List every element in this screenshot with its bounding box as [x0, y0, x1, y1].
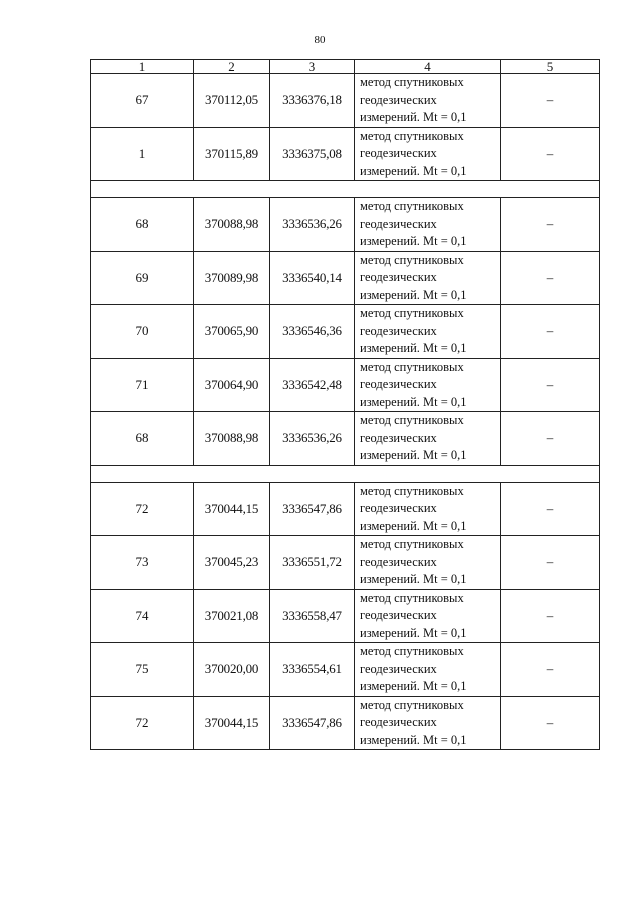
table-row — [91, 643, 600, 697]
table-row — [91, 74, 600, 128]
table-row — [91, 412, 600, 466]
method-line: метод спутниковых — [360, 413, 464, 427]
method-line: измерений. Mt = 0,1 — [360, 163, 467, 178]
header-col-2: 2 — [194, 60, 270, 74]
y-coordinate-cell: 3336536,26 — [270, 198, 355, 252]
group-separator-row — [91, 181, 600, 198]
group-separator-cell — [91, 181, 600, 198]
method-cell — [355, 696, 501, 750]
header-col-5: 5 — [501, 60, 600, 74]
method-cell — [355, 127, 501, 181]
method-cell — [355, 536, 501, 590]
y-coordinate-cell: 3336547,86 — [270, 696, 355, 750]
method-cell — [355, 589, 501, 643]
x-coordinate-cell: 370088,98 — [194, 198, 270, 252]
method-line: измерений. Mt = 0,1 — [360, 341, 467, 355]
x-coordinate-cell: 370044,15 — [194, 482, 270, 536]
accuracy-note-cell: – — [501, 74, 600, 128]
method-line: измерений. Mt = 0,1 — [360, 110, 467, 124]
table-row — [91, 198, 600, 252]
x-coordinate-cell: 370044,15 — [194, 696, 270, 750]
x-coordinate-cell: 370115,89 — [194, 127, 270, 181]
point-number-cell: 72 — [91, 696, 194, 750]
method-cell — [355, 198, 501, 252]
table-row — [91, 696, 600, 750]
method-cell — [355, 251, 501, 305]
accuracy-note-cell: – — [501, 358, 600, 412]
y-coordinate-cell: 3336376,18 — [270, 74, 355, 128]
y-coordinate-cell: 3336551,72 — [270, 536, 355, 590]
method-line: измерений. Mt = 0,1 — [360, 394, 467, 409]
y-coordinate-cell: 3336536,26 — [270, 412, 355, 466]
accuracy-note-cell: – — [501, 127, 600, 181]
method-cell — [355, 482, 501, 536]
point-number-cell: 1 — [91, 127, 194, 181]
point-number-cell: 72 — [91, 482, 194, 536]
point-number-cell: 67 — [91, 74, 194, 128]
header-col-3: 3 — [270, 60, 355, 74]
point-number-cell: 69 — [91, 251, 194, 305]
method-line: измерений. Mt = 0,1 — [360, 448, 467, 462]
method-line: геодезических — [360, 323, 437, 338]
method-line: метод спутниковых — [360, 128, 464, 143]
method-line: измерений. Mt = 0,1 — [360, 234, 467, 248]
page-number: 80 — [314, 34, 326, 46]
method-line: метод спутниковых — [360, 252, 464, 267]
method-line: метод спутниковых — [360, 590, 464, 605]
point-number-cell: 71 — [91, 358, 194, 412]
y-coordinate-cell: 3336540,14 — [270, 251, 355, 305]
table-row — [91, 251, 600, 305]
accuracy-note-cell: – — [501, 412, 600, 466]
accuracy-note-cell: – — [501, 198, 600, 252]
method-line: метод спутниковых — [360, 199, 464, 213]
table-row — [91, 305, 600, 359]
method-line: метод спутниковых — [360, 75, 464, 89]
method-line: геодезических — [360, 715, 437, 729]
method-line: метод спутниковых — [360, 644, 464, 658]
point-number-cell: 75 — [91, 643, 194, 697]
accuracy-note-cell: – — [501, 305, 600, 359]
group-separator-row — [91, 465, 600, 482]
method-line: метод спутниковых — [360, 697, 464, 712]
point-number-cell: 70 — [91, 305, 194, 359]
method-line: измерений. Mt = 0,1 — [360, 625, 467, 640]
method-line: измерений. Mt = 0,1 — [360, 572, 467, 586]
y-coordinate-cell: 3336554,61 — [270, 643, 355, 697]
table-row — [91, 482, 600, 536]
x-coordinate-cell: 370021,08 — [194, 589, 270, 643]
method-line: геодезических — [360, 146, 437, 160]
coordinates-table — [90, 59, 600, 750]
accuracy-note-cell: – — [501, 482, 600, 536]
x-coordinate-cell: 370064,90 — [194, 358, 270, 412]
table-row — [91, 589, 600, 643]
method-line: измерений. Mt = 0,1 — [360, 732, 467, 747]
method-cell — [355, 643, 501, 697]
method-line: метод спутниковых — [360, 537, 464, 551]
point-number-cell: 73 — [91, 536, 194, 590]
method-line: геодезических — [360, 92, 437, 107]
table-row — [91, 536, 600, 590]
method-line: геодезических — [360, 430, 437, 445]
method-line: геодезических — [360, 216, 437, 231]
x-coordinate-cell: 370045,23 — [194, 536, 270, 590]
method-line: геодезических — [360, 661, 437, 676]
accuracy-note-cell: – — [501, 536, 600, 590]
x-coordinate-cell: 370065,90 — [194, 305, 270, 359]
method-cell — [355, 74, 501, 128]
table-row — [91, 127, 600, 181]
y-coordinate-cell: 3336558,47 — [270, 589, 355, 643]
y-coordinate-cell: 3336375,08 — [270, 127, 355, 181]
x-coordinate-cell: 370020,00 — [194, 643, 270, 697]
accuracy-note-cell: – — [501, 589, 600, 643]
method-cell — [355, 305, 501, 359]
x-coordinate-cell: 370089,98 — [194, 251, 270, 305]
group-separator-cell — [91, 465, 600, 482]
y-coordinate-cell: 3336546,36 — [270, 305, 355, 359]
method-line: метод спутниковых — [360, 483, 464, 498]
accuracy-note-cell: – — [501, 643, 600, 697]
point-number-cell: 68 — [91, 412, 194, 466]
x-coordinate-cell: 370112,05 — [194, 74, 270, 128]
method-line: геодезических — [360, 270, 437, 284]
method-line: измерений. Mt = 0,1 — [360, 287, 467, 302]
method-line: геодезических — [360, 377, 437, 391]
header-col-4: 4 — [355, 60, 501, 74]
method-cell — [355, 358, 501, 412]
method-cell — [355, 412, 501, 466]
accuracy-note-cell: – — [501, 251, 600, 305]
method-line: метод спутниковых — [360, 359, 464, 374]
point-number-cell: 68 — [91, 198, 194, 252]
y-coordinate-cell: 3336547,86 — [270, 482, 355, 536]
method-line: измерений. Mt = 0,1 — [360, 518, 467, 533]
method-line: измерений. Mt = 0,1 — [360, 679, 467, 693]
header-col-1: 1 — [91, 60, 194, 74]
point-number-cell: 74 — [91, 589, 194, 643]
header-row — [91, 60, 600, 74]
method-line: метод спутниковых — [360, 306, 464, 320]
accuracy-note-cell: – — [501, 696, 600, 750]
y-coordinate-cell: 3336542,48 — [270, 358, 355, 412]
method-line: геодезических — [360, 608, 437, 622]
table-row — [91, 358, 600, 412]
table-body — [91, 74, 600, 750]
x-coordinate-cell: 370088,98 — [194, 412, 270, 466]
method-line: геодезических — [360, 554, 437, 569]
method-line: геодезических — [360, 501, 437, 515]
